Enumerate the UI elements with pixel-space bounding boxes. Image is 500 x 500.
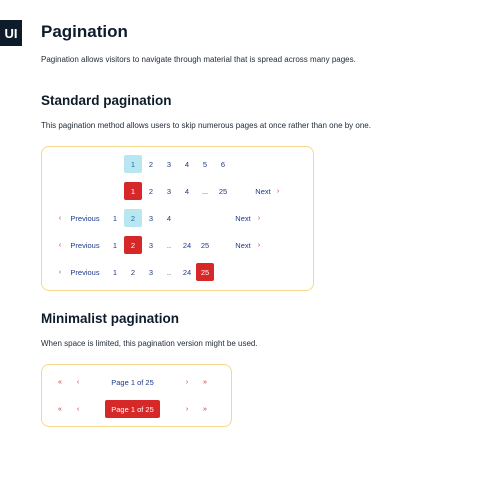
page-3-button[interactable]: 3 [148, 213, 154, 223]
chevron-right-icon[interactable]: › [185, 405, 189, 413]
previous-button[interactable]: Previous [70, 267, 100, 277]
chevron-left-icon[interactable]: ‹ [76, 378, 80, 386]
chevron-left-icon[interactable]: ‹ [58, 241, 62, 249]
page-5-button[interactable]: 5 [202, 159, 208, 169]
minimalist-pagination-heading: Minimalist pagination [41, 311, 180, 326]
page-title: Pagination [41, 22, 128, 41]
chevron-right-icon[interactable]: › [276, 187, 280, 195]
page-3-button[interactable]: 3 [148, 267, 154, 277]
page-24-button[interactable]: 24 [182, 267, 192, 277]
ellipsis: ... [201, 186, 209, 196]
page-2-button[interactable]: 2 [148, 186, 154, 196]
minimalist-row-2 [42, 400, 233, 418]
page-25-button[interactable]: 25 [218, 186, 228, 196]
pagination-row-5 [42, 263, 315, 281]
standard-pagination-card [41, 146, 314, 291]
ui-logo: UI [0, 20, 22, 46]
pagination-row-4 [42, 236, 315, 254]
page-indicator: Page 1 of 25 [111, 377, 154, 387]
page-6-button[interactable]: 6 [220, 159, 226, 169]
standard-pagination-description: This pagination method allows users to skip numerous pages at once rather than one by one. [41, 121, 371, 130]
page-2-button[interactable]: 2 [148, 159, 154, 169]
minimalist-pagination-card [41, 364, 232, 427]
page-4-button[interactable]: 4 [184, 159, 190, 169]
page-1-button[interactable]: 1 [112, 240, 118, 250]
chevron-left-icon[interactable]: ‹ [76, 405, 80, 413]
page-25-button[interactable]: 25 [196, 263, 214, 281]
page-3-button[interactable]: 3 [166, 159, 172, 169]
next-button[interactable]: Next [235, 213, 251, 223]
next-button[interactable]: Next [255, 186, 271, 196]
previous-button[interactable]: Previous [70, 240, 100, 250]
page-4-button[interactable]: 4 [166, 213, 172, 223]
page-1-button[interactable]: 1 [124, 155, 142, 173]
pagination-row-2 [42, 182, 315, 200]
previous-button[interactable]: Previous [70, 213, 100, 223]
chevron-right-icon[interactable]: › [257, 214, 261, 222]
page-1-button[interactable]: 1 [124, 182, 142, 200]
pagination-row-3 [42, 209, 315, 227]
page-3-button[interactable]: 3 [166, 186, 172, 196]
page-2-button[interactable]: 2 [124, 236, 142, 254]
page-2-button[interactable]: 2 [130, 267, 136, 277]
page-3-button[interactable]: 3 [148, 240, 154, 250]
page-indicator: Page 1 of 25 [105, 400, 160, 418]
next-button[interactable]: Next [235, 240, 251, 250]
page-25-button[interactable]: 25 [200, 240, 210, 250]
double-chevron-right-icon[interactable]: » [203, 378, 207, 386]
ellipsis: .. [166, 240, 172, 250]
chevron-left-icon[interactable]: ‹ [58, 268, 62, 276]
page-24-button[interactable]: 24 [182, 240, 192, 250]
page-1-button[interactable]: 1 [112, 213, 118, 223]
page-1-button[interactable]: 1 [112, 267, 118, 277]
double-chevron-left-icon[interactable]: « [58, 405, 62, 413]
standard-pagination-heading: Standard pagination [41, 93, 172, 108]
minimalist-row-1 [42, 373, 233, 391]
minimalist-pagination-description: When space is limited, this pagination version might be used. [41, 339, 258, 348]
double-chevron-left-icon[interactable]: « [58, 378, 62, 386]
page-description: Pagination allows visitors to navigate through material that is spread across many pages. [41, 55, 356, 64]
page-2-button[interactable]: 2 [124, 209, 142, 227]
chevron-left-icon[interactable]: ‹ [58, 214, 62, 222]
chevron-right-icon[interactable]: › [257, 241, 261, 249]
page-4-button[interactable]: 4 [184, 186, 190, 196]
ellipsis: .. [166, 267, 172, 277]
chevron-right-icon[interactable]: › [185, 378, 189, 386]
double-chevron-right-icon[interactable]: » [203, 405, 207, 413]
pagination-row-1 [42, 155, 315, 173]
